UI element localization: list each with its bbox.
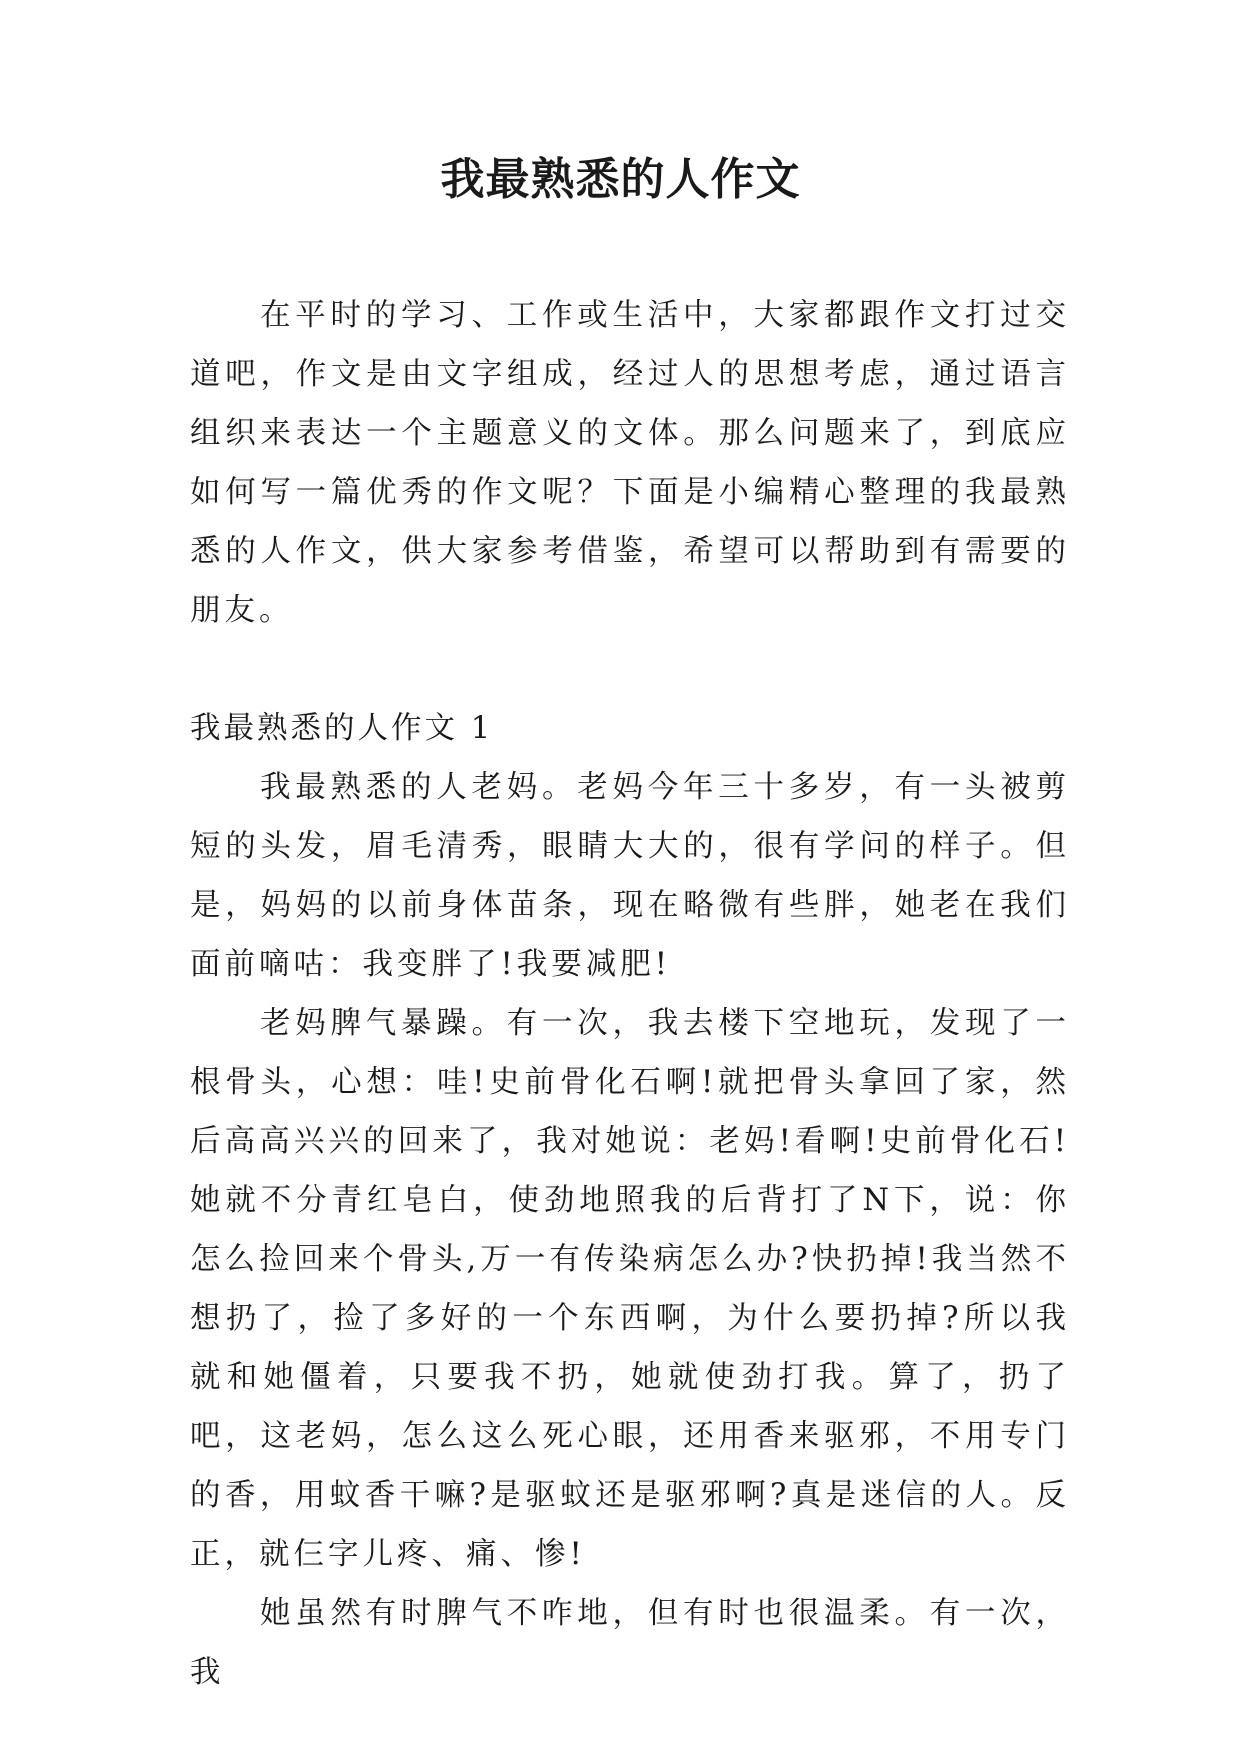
body-paragraph: 我最熟悉的人老妈。老妈今年三十多岁，有一头被剪短的头发，眉毛清秀，眼睛大大的，很有学问的样子。但是，妈妈的以前身体苗条，现在略微有些胖，她老在我们面前嘀咕：我变胖了!我要减肥! bbox=[190, 770, 1070, 982]
section-heading: 我最熟悉的人作文 1 bbox=[190, 711, 494, 746]
document-body bbox=[190, 286, 1070, 1702]
document-title: 我最熟悉的人作文 bbox=[440, 154, 801, 205]
body-paragraph: 她虽然有时脾气不咋地，但有时也很温柔。有一次，我 bbox=[190, 1596, 1070, 1690]
body-paragraph: 老妈脾气暴躁。有一次，我去楼下空地玩，发现了一根骨头，心想：哇!史前骨化石啊!就把骨头拿回了家，然后高高兴兴的回来了，我对她说：老妈!看啊!史前骨化石!她就不分青红皂白，使劲地照我的后背打了N下，说：你怎么捡回来个骨头,万一有传染病怎么办?快扔掉!我当然不想扔了，捡了多好的一个东西啊，为什么要扔掉?所以我就和她僵着，只要我不扔，她就使劲打我。算了，扔了吧，这老妈，怎么这么死心眼，还用香来驱邪，不用专门的香，用蚊香干嘛?是驱蚊还是驱邪啊?真是迷信的人。反正，就仨字儿疼、痛、惨! bbox=[190, 1006, 1070, 1572]
intro-paragraph: 在平时的学习、工作或生活中，大家都跟作文打过交道吧，作文是由文字组成，经过人的思想考虑，通过语言组织来表达一个主题意义的文体。那么问题来了，到底应如何写一篇优秀的作文呢？下面是小编精心整理的我最熟悉的人作文，供大家参考借鉴，希望可以帮助到有需要的朋友。 bbox=[190, 298, 1070, 628]
